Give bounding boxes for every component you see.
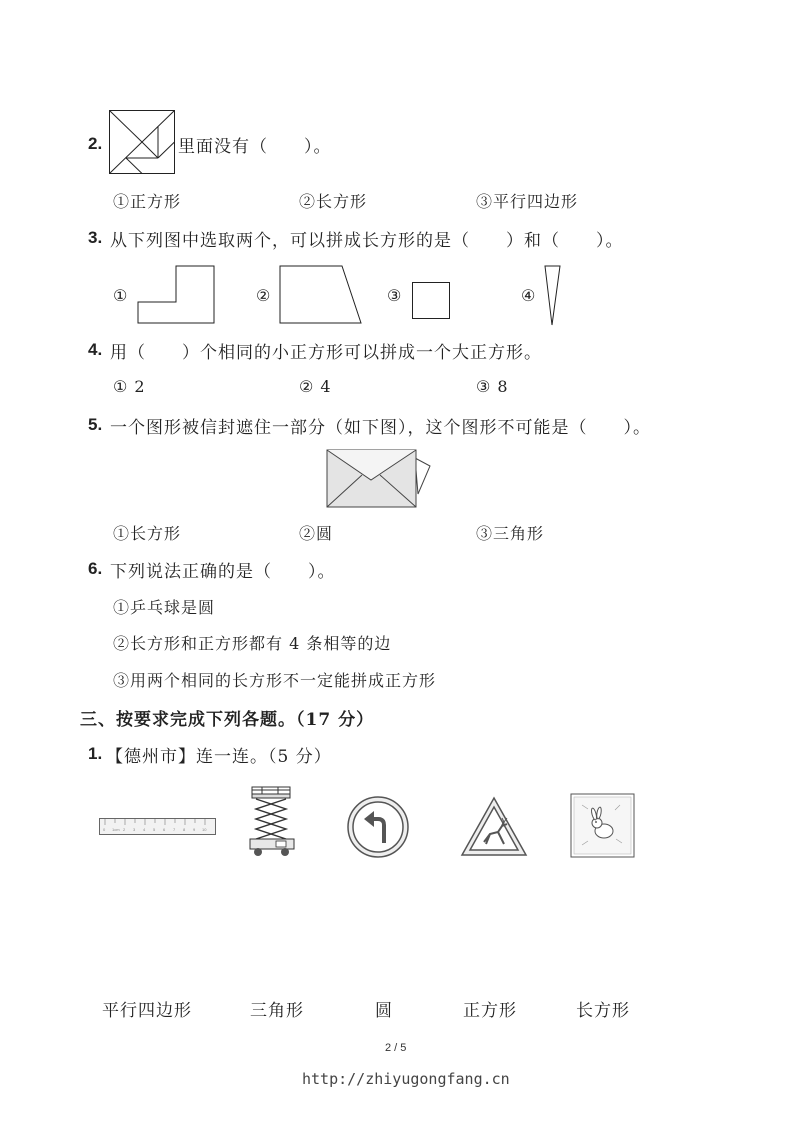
- q2-option-2: ②长方形: [299, 192, 368, 211]
- section-3-title: 三、按要求完成下列各题。（17 分）: [80, 710, 375, 730]
- small-square-figure: [412, 282, 452, 320]
- q3-figure-label-3: ③: [387, 286, 403, 305]
- shape-label-triangle[interactable]: 三角形: [250, 1001, 304, 1021]
- footer-url-link[interactable]: http://zhiyugongfang.cn: [302, 1070, 510, 1088]
- ruler-picture[interactable]: [99, 818, 217, 836]
- deer-warning-sign-picture[interactable]: [460, 796, 528, 858]
- svg-text:3: 3: [133, 827, 136, 832]
- svg-text:7: 7: [173, 827, 176, 832]
- q2-option-1: ①正方形: [113, 192, 182, 211]
- page-number: 2 / 5: [385, 1042, 407, 1054]
- tangram-square-figure: [109, 110, 175, 174]
- svg-text:6: 6: [163, 827, 166, 832]
- svg-text:9: 9: [193, 827, 196, 832]
- q2-option-3: ③平行四边形: [476, 192, 579, 211]
- q6-option-2: ②长方形和正方形都有 4 条相等的边: [113, 634, 392, 653]
- q4-number: 4.: [88, 340, 103, 359]
- q3-figure-label-4: ④: [521, 286, 537, 305]
- q3-text: 从下列图中选取两个，可以拼成长方形的是（ ）和（ ）。: [110, 231, 624, 251]
- svg-text:2: 2: [123, 827, 126, 832]
- q5-option-2: ②圆: [299, 524, 334, 543]
- svg-text:8: 8: [183, 827, 186, 832]
- turn-left-sign-picture[interactable]: [346, 795, 410, 859]
- svg-text:10: 10: [202, 827, 207, 832]
- q4-option-3: ③ 8: [476, 377, 509, 396]
- shape-label-parallelogram[interactable]: 平行四边形: [102, 1001, 192, 1021]
- q6-text: 下列说法正确的是（ ）。: [110, 562, 336, 582]
- envelope-figure: [326, 448, 434, 510]
- shape-label-circle[interactable]: 圆: [375, 1001, 393, 1021]
- q2-text: 里面没有（ ）。: [178, 137, 332, 157]
- q3-figure-label-1: ①: [113, 286, 129, 305]
- s3-q1-number: 1.: [88, 744, 103, 763]
- shape-label-square[interactable]: 正方形: [463, 1001, 517, 1021]
- narrow-triangle-figure: [544, 265, 562, 327]
- rabbit-tile-picture[interactable]: [570, 793, 636, 859]
- q4-option-2: ② 4: [299, 377, 332, 396]
- q6-option-3: ③用两个相同的长方形不一定能拼成正方形: [113, 671, 437, 690]
- q5-option-1: ①长方形: [113, 524, 182, 543]
- q2-number: 2.: [88, 134, 103, 153]
- l-shape-figure: [137, 265, 217, 325]
- svg-text:4: 4: [143, 827, 146, 832]
- s3-q1-text: 【德州市】连一连。（5 分）: [106, 747, 332, 767]
- svg-text:0: 0: [103, 827, 106, 832]
- q6-number: 6.: [88, 559, 103, 578]
- scissor-lift-picture[interactable]: [248, 785, 296, 859]
- q5-number: 5.: [88, 415, 103, 434]
- q3-number: 3.: [88, 228, 103, 247]
- q6-option-1: ①乒乓球是圆: [113, 598, 216, 617]
- q3-figure-label-2: ②: [256, 286, 272, 305]
- svg-text:1cm: 1cm: [112, 827, 120, 832]
- svg-text:5: 5: [153, 827, 156, 832]
- q4-text: 用（ ）个相同的小正方形可以拼成一个大正方形。: [110, 343, 542, 363]
- q5-option-3: ③三角形: [476, 524, 545, 543]
- trapezoid-figure: [279, 265, 363, 325]
- shape-label-rectangle[interactable]: 长方形: [576, 1001, 630, 1021]
- q5-text: 一个图形被信封遮住一部分（如下图），这个图形不可能是（ ）。: [110, 418, 651, 438]
- q4-option-1: ① 2: [113, 377, 146, 396]
